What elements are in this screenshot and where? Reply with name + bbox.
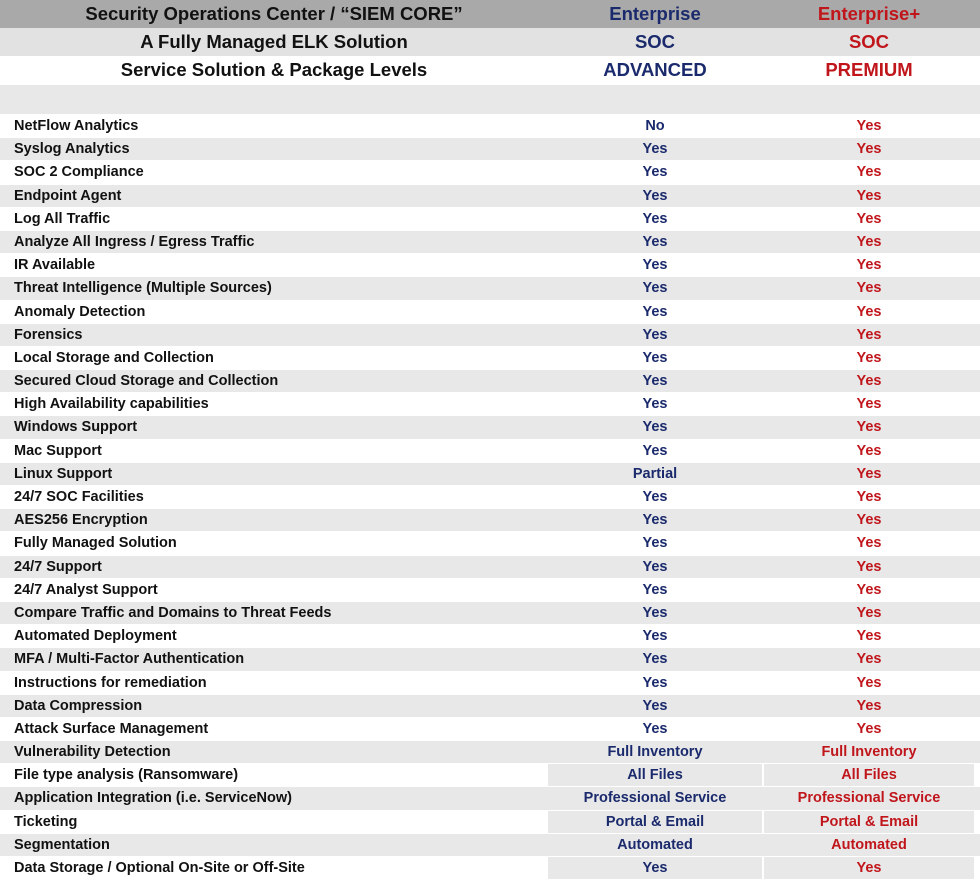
feature-rows [0,114,980,879]
feature-name: AES256 Encryption [14,512,148,529]
table-row [0,647,980,670]
feature-name: Segmentation [14,836,110,853]
premium-value: Yes [856,697,882,714]
advanced-value: Yes [642,280,668,297]
premium-value: Professional Service [764,787,974,809]
feature-name: 24/7 SOC Facilities [14,489,144,505]
feature-name: Log All Traffic [14,210,111,227]
advanced-value: Yes [642,581,668,598]
feature-name: Linux Support [14,465,113,482]
table-row [0,763,980,786]
table-row [0,508,980,531]
premium-value: Yes [856,233,882,250]
feature-name: Secured Cloud Storage and Collection [14,373,279,390]
advanced-value: Yes [642,326,668,343]
table-row [0,253,980,276]
table-row [0,810,980,833]
premium-value: Yes [856,141,882,158]
table-row [0,694,980,717]
advanced-value: Yes [642,628,668,645]
premium-value: Yes [856,465,882,482]
table-row [0,439,980,462]
feature-name: Local Storage and Collection [14,349,214,366]
table-row [0,392,980,415]
premium-value: Yes [856,419,882,436]
advanced-value: Yes [642,651,668,668]
feature-name: Analyze All Ingress / Egress Traffic [14,233,255,250]
table-row [0,555,980,578]
header-spacer [0,84,980,114]
table-row [0,300,980,323]
table-subtitle: A Fully Managed ELK Solution [140,31,408,52]
advanced-value: Automated [548,834,762,856]
premium-value: Yes [856,628,882,645]
advanced-value: Yes [642,419,668,436]
table-row [0,369,980,392]
premium-value: Yes [764,857,974,879]
feature-name: MFA / Multi-Factor Authentication [14,651,245,668]
table-row [0,671,980,694]
premium-value: Yes [856,512,882,529]
advanced-value: Yes [642,303,668,320]
advanced-value: Partial [632,465,678,482]
advanced-value: Yes [642,442,668,459]
table-row [0,624,980,647]
premium-value: Yes [856,674,882,691]
advanced-value: Yes [642,349,668,366]
table-row [0,531,980,554]
table-row [0,276,980,299]
table-caption: Service Solution & Package Levels [120,59,428,80]
table-title: Security Operations Center / “SIEM CORE” [85,3,463,24]
advanced-value: No [645,118,665,134]
table-row [0,786,980,809]
premium-value: Yes [856,349,882,366]
table-row [0,184,980,207]
advanced-value: Professional Service [548,787,762,809]
premium-value: Portal & Email [764,811,974,833]
premium-value: Yes [856,326,882,343]
premium-value: Yes [856,489,882,505]
feature-name: Windows Support [14,419,138,436]
feature-name: NetFlow Analytics [14,118,139,134]
feature-name: Instructions for remediation [14,674,207,691]
premium-value: Yes [856,187,882,204]
premium-value: Yes [856,373,882,390]
advanced-value: Yes [548,857,762,879]
table-row [0,114,980,137]
feature-name: Automated Deployment [14,628,177,645]
table-row [0,207,980,230]
premium-value: Yes [856,442,882,459]
advanced-value: Yes [642,558,668,575]
advanced-value: Yes [642,187,668,204]
header-row-3 [0,56,980,84]
table-row [0,323,980,346]
table-row [0,601,980,624]
advanced-value: Yes [642,141,668,158]
advanced-value: Yes [642,164,668,181]
feature-name: Data Compression [14,697,143,714]
premium-value: Yes [856,651,882,668]
table-row [0,485,980,508]
premium-tier-name: Enterprise+ [817,3,921,24]
advanced-tier-level: ADVANCED [603,59,707,80]
feature-name: 24/7 Analyst Support [14,581,158,598]
table-row [0,230,980,253]
premium-value: Yes [856,303,882,320]
feature-name: SOC 2 Compliance [14,164,144,181]
premium-value: Yes [856,210,882,227]
advanced-value: Yes [642,257,668,274]
advanced-value: Yes [642,535,668,552]
feature-name: Mac Support [14,442,102,459]
premium-value: Automated [764,834,974,856]
advanced-value: Yes [642,396,668,413]
table-row [0,137,980,160]
feature-name: Ticketing [14,813,78,830]
table-row [0,462,980,485]
table-row [0,833,980,856]
feature-name: 24/7 Support [14,558,102,575]
table-row [0,346,980,369]
advanced-value: Full Inventory [548,741,762,763]
table-row [0,160,980,183]
feature-name: High Availability capabilities [14,396,209,413]
table-row [0,740,980,763]
table-row [0,578,980,601]
feature-name: Attack Surface Management [14,720,209,737]
advanced-value: Yes [642,233,668,250]
advanced-tier-type: SOC [634,31,676,52]
advanced-value: Yes [642,720,668,737]
advanced-value: Yes [642,210,668,227]
premium-value: Yes [856,720,882,737]
feature-name: Anomaly Detection [14,303,146,320]
feature-name: Application Integration (i.e. ServiceNow) [14,790,292,807]
premium-value: All Files [764,764,974,786]
advanced-value: Yes [642,604,668,621]
premium-value: Yes [856,581,882,598]
header-row-2 [0,28,980,56]
feature-name: Data Storage / Optional On-Site or Off-Site [14,860,305,876]
premium-value: Yes [856,257,882,274]
premium-value: Yes [856,280,882,297]
premium-value: Yes [856,604,882,621]
premium-value: Yes [856,164,882,181]
feature-name: Forensics [14,326,83,343]
feature-name: Syslog Analytics [14,141,130,158]
advanced-value: Yes [642,489,668,505]
advanced-value: Yes [642,674,668,691]
advanced-value: Yes [642,373,668,390]
premium-value: Full Inventory [764,741,974,763]
premium-tier-type: SOC [848,31,890,52]
table-row [0,856,980,879]
feature-name: IR Available [14,257,96,274]
advanced-value: All Files [548,764,762,786]
premium-value: Yes [856,118,882,134]
feature-name: Threat Intelligence (Multiple Sources) [14,280,272,297]
table-row [0,717,980,740]
advanced-tier-name: Enterprise [609,3,701,24]
advanced-value: Yes [642,512,668,529]
advanced-value: Portal & Email [548,811,762,833]
header-row-1 [0,0,980,28]
premium-value: Yes [856,535,882,552]
feature-name: Vulnerability Detection [14,744,171,761]
advanced-value: Yes [642,697,668,714]
feature-name: File type analysis (Ransomware) [14,767,239,784]
feature-name: Endpoint Agent [14,187,122,204]
table-row [0,415,980,438]
premium-value: Yes [856,396,882,413]
feature-name: Compare Traffic and Domains to Threat Feeds [14,604,332,621]
premium-value: Yes [856,558,882,575]
premium-tier-level: PREMIUM [825,59,913,80]
feature-name: Fully Managed Solution [14,535,177,552]
